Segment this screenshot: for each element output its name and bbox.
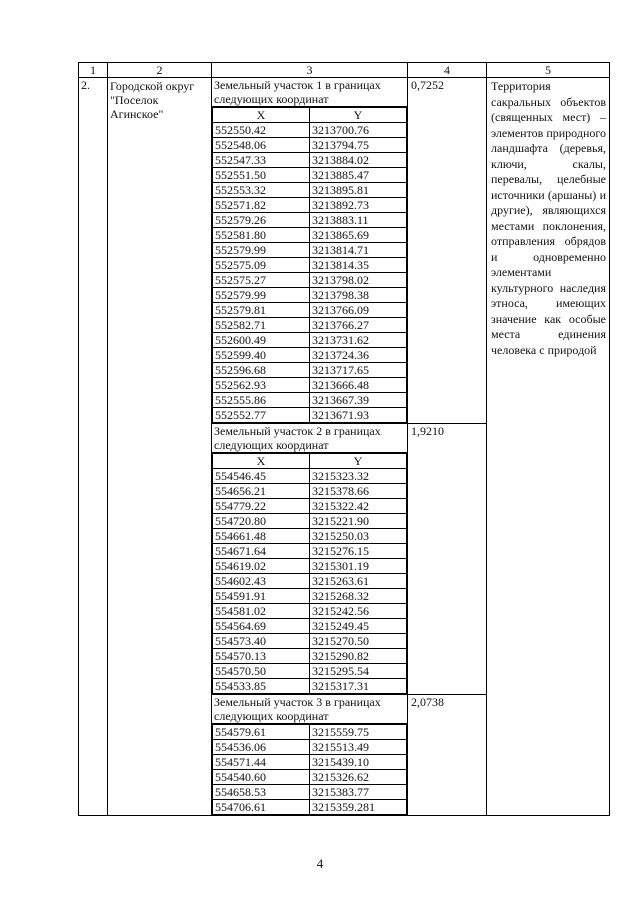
coordinate-x: 552581.80 xyxy=(213,228,310,243)
coordinate-y: 3213798.02 xyxy=(310,273,407,288)
coordinate-row xyxy=(213,634,407,649)
coordinate-row xyxy=(213,393,407,408)
coordinate-row xyxy=(213,469,407,484)
coordinate-y: 3213865.69 xyxy=(310,228,407,243)
coordinate-row xyxy=(213,273,407,288)
coordinate-x: 554671.64 xyxy=(213,544,310,559)
plot-3-area xyxy=(408,695,487,816)
col-y-header: Y xyxy=(310,108,407,123)
coordinate-y: 3215242.56 xyxy=(310,604,407,619)
coordinate-x: 554656.21 xyxy=(213,484,310,499)
coordinate-y: 3213794.75 xyxy=(310,138,407,153)
coordinate-y: 3215322.42 xyxy=(310,499,407,514)
coordinate-row xyxy=(213,153,407,168)
coordinate-y: 3213814.71 xyxy=(310,243,407,258)
coordinate-row xyxy=(213,198,407,213)
coordinate-x: 552579.99 xyxy=(213,288,310,303)
coordinate-x: 554540.60 xyxy=(213,770,310,785)
coordinate-row xyxy=(213,649,407,664)
coords-header-row xyxy=(213,454,407,469)
coordinate-row xyxy=(213,378,407,393)
coordinate-y: 3215378.66 xyxy=(310,484,407,499)
coordinate-row xyxy=(213,318,407,333)
coordinate-x: 552575.27 xyxy=(213,273,310,288)
coordinate-y: 3215263.61 xyxy=(310,574,407,589)
coordinate-y: 3213724.36 xyxy=(310,348,407,363)
coordinate-x: 554579.61 xyxy=(213,725,310,740)
location-cell: Городской округ "Поселок Агинское" xyxy=(108,78,212,816)
coordinate-y: 3215326.62 xyxy=(310,770,407,785)
coordinate-x: 552571.82 xyxy=(213,198,310,213)
row-number: 2. xyxy=(79,78,108,816)
coordinate-y: 3215439.10 xyxy=(310,755,407,770)
coordinate-row xyxy=(213,213,407,228)
coordinate-row xyxy=(213,755,407,770)
coordinate-row xyxy=(213,619,407,634)
coordinate-x: 552552.77 xyxy=(213,408,310,423)
coordinate-x: 554536.06 xyxy=(213,740,310,755)
coordinate-x: 552562.93 xyxy=(213,378,310,393)
coordinate-x: 552579.99 xyxy=(213,243,310,258)
coordinate-y: 3215383.77 xyxy=(310,785,407,800)
page-number: 4 xyxy=(316,856,324,871)
plot-1-coords-cell xyxy=(212,107,408,424)
coordinate-row xyxy=(213,559,407,574)
coordinate-y: 3215513.49 xyxy=(310,740,407,755)
coordinate-x: 552599.40 xyxy=(213,348,310,363)
header-col-4: 4 xyxy=(408,63,487,78)
plot-3-coords-table xyxy=(212,724,407,815)
coordinate-row xyxy=(213,333,407,348)
header-col-5: 5 xyxy=(487,63,610,78)
coordinate-y: 3215317.31 xyxy=(310,679,407,694)
plot-2-area xyxy=(408,424,487,695)
coordinate-row xyxy=(213,243,407,258)
col-x-header: X xyxy=(213,454,310,469)
coordinate-x: 552550.42 xyxy=(213,123,310,138)
plot-1-coords-table xyxy=(212,107,407,423)
coordinate-x: 552579.81 xyxy=(213,303,310,318)
coordinate-row xyxy=(213,785,407,800)
coordinate-x: 554564.69 xyxy=(213,619,310,634)
coordinate-y: 3213814.35 xyxy=(310,258,407,273)
col-x-header: X xyxy=(213,108,310,123)
coordinate-y: 3213667.39 xyxy=(310,393,407,408)
coordinate-y: 3215295.54 xyxy=(310,664,407,679)
plot-2-area-value: 1,9210 xyxy=(411,424,444,438)
coordinate-y: 3215301.19 xyxy=(310,559,407,574)
coordinate-row xyxy=(213,363,407,378)
coordinate-x: 554573.40 xyxy=(213,634,310,649)
coordinate-row xyxy=(213,604,407,619)
coordinate-y: 3213798.38 xyxy=(310,288,407,303)
plot-2-coords-table xyxy=(212,453,407,694)
coordinate-y: 3213717.65 xyxy=(310,363,407,378)
coordinate-x: 554591.91 xyxy=(213,589,310,604)
coordinate-row xyxy=(213,303,407,318)
coordinate-y: 3215268.32 xyxy=(310,589,407,604)
plot-3-coords-cell xyxy=(212,724,408,816)
coordinate-y: 3213883.11 xyxy=(310,213,407,228)
plot-3-title: Земельный участок 3 в границах следующих координат xyxy=(212,695,408,724)
coordinate-row xyxy=(213,288,407,303)
header-col-2: 2 xyxy=(108,63,212,78)
coordinate-row xyxy=(213,664,407,679)
coordinate-x: 554570.13 xyxy=(213,649,310,664)
coordinate-row xyxy=(213,574,407,589)
coordinate-row xyxy=(213,589,407,604)
coordinate-y: 3213895.81 xyxy=(310,183,407,198)
coordinate-x: 554533.85 xyxy=(213,679,310,694)
coordinate-x: 552596.68 xyxy=(213,363,310,378)
coordinate-x: 554581.02 xyxy=(213,604,310,619)
plot-3-area-value: 2,0738 xyxy=(411,695,444,709)
coordinate-x: 554602.43 xyxy=(213,574,310,589)
coordinate-x: 552555.86 xyxy=(213,393,310,408)
plot-1-title-row xyxy=(79,78,610,107)
coordinate-row xyxy=(213,725,407,740)
coordinate-row xyxy=(213,258,407,273)
coordinate-x: 552551.50 xyxy=(213,168,310,183)
coordinate-row xyxy=(213,348,407,363)
coords-header-row xyxy=(213,108,407,123)
coordinate-y: 3215249.45 xyxy=(310,619,407,634)
coordinate-row xyxy=(213,770,407,785)
coordinate-y: 3213766.09 xyxy=(310,303,407,318)
coordinate-row xyxy=(213,514,407,529)
coordinate-x: 554706.61 xyxy=(213,800,310,815)
coordinate-x: 554619.02 xyxy=(213,559,310,574)
coordinate-x: 554570.50 xyxy=(213,664,310,679)
coordinate-x: 552547.33 xyxy=(213,153,310,168)
coordinate-row xyxy=(213,679,407,694)
coordinate-x: 552553.32 xyxy=(213,183,310,198)
coordinate-x: 554546.45 xyxy=(213,469,310,484)
plot-2-title: Земельный участок 2 в границах следующих координат xyxy=(212,424,408,453)
coordinate-x: 554779.22 xyxy=(213,499,310,514)
coordinate-row xyxy=(213,123,407,138)
coordinate-row xyxy=(213,484,407,499)
coordinate-row xyxy=(213,183,407,198)
coordinate-y: 3215359.281 xyxy=(310,800,407,815)
col-y-header: Y xyxy=(310,454,407,469)
coordinate-y: 3213666.48 xyxy=(310,378,407,393)
coordinate-x: 552579.26 xyxy=(213,213,310,228)
coordinate-row xyxy=(213,544,407,559)
coordinate-row xyxy=(213,168,407,183)
plot-1-area xyxy=(408,78,487,424)
coordinate-x: 552582.71 xyxy=(213,318,310,333)
coordinate-y: 3213731.62 xyxy=(310,333,407,348)
plot-2-coords-cell xyxy=(212,453,408,695)
coordinate-y: 3215270.50 xyxy=(310,634,407,649)
coordinate-y: 3215323.32 xyxy=(310,469,407,484)
coordinate-x: 554661.48 xyxy=(213,529,310,544)
coordinate-y: 3213884.02 xyxy=(310,153,407,168)
coordinate-y: 3213671.93 xyxy=(310,408,407,423)
coordinate-y: 3215250.03 xyxy=(310,529,407,544)
table-header-row xyxy=(79,63,610,78)
coordinate-y: 3215290.82 xyxy=(310,649,407,664)
header-col-3: 3 xyxy=(212,63,408,78)
coordinate-row xyxy=(213,740,407,755)
coordinate-y: 3213766.27 xyxy=(310,318,407,333)
header-col-1: 1 xyxy=(79,63,108,78)
coordinate-y: 3213892.73 xyxy=(310,198,407,213)
coordinate-row xyxy=(213,800,407,815)
coordinate-x: 552575.09 xyxy=(213,258,310,273)
description-cell: Территория сакральных объектов (священных мест) – элементов природного ландшафта (деревья, ключи, скалы, перевалы, целебные источники (аршаны) и другие), являющихся местами поклонения, отправления обрядов и одновременно элементами культурного наследия этноса, имеющих значение как особые места единения человека с природой xyxy=(487,78,610,816)
coordinate-row xyxy=(213,408,407,423)
coordinate-row xyxy=(213,499,407,514)
coordinate-y: 3215221.90 xyxy=(310,514,407,529)
coordinates-table xyxy=(78,62,610,816)
coordinate-x: 554720.80 xyxy=(213,514,310,529)
coordinate-row xyxy=(213,228,407,243)
plot-1-title: Земельный участок 1 в границах следующих координат xyxy=(212,78,408,107)
coordinate-row xyxy=(213,138,407,153)
coordinate-row xyxy=(213,529,407,544)
plot-1-area-value: 0,7252 xyxy=(411,78,444,92)
coordinate-y: 3215559.75 xyxy=(310,725,407,740)
coordinate-y: 3213700.76 xyxy=(310,123,407,138)
coordinate-y: 3215276.15 xyxy=(310,544,407,559)
coordinate-x: 552600.49 xyxy=(213,333,310,348)
coordinate-y: 3213885.47 xyxy=(310,168,407,183)
coordinate-x: 554658.53 xyxy=(213,785,310,800)
coordinate-x: 552548.06 xyxy=(213,138,310,153)
coordinate-x: 554571.44 xyxy=(213,755,310,770)
